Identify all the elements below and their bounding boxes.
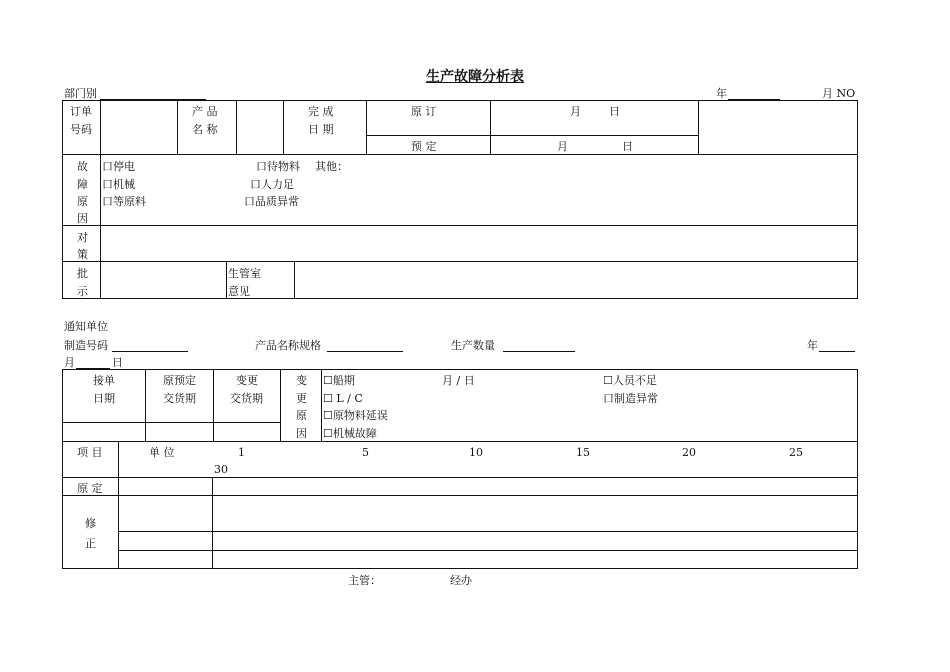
mgmt-opinion-label-2: 意见 — [228, 285, 250, 298]
change-reason-2: 更 — [296, 392, 307, 405]
orig-day: 日 — [609, 105, 620, 118]
approve-label-1: 批 — [77, 267, 88, 280]
t2-col-line — [212, 477, 213, 569]
supervisor-label: 主管： — [348, 574, 381, 587]
revise-label-1: 修 — [85, 517, 96, 530]
notify-unit-label: 通知单位 — [64, 320, 108, 333]
t1-col-line — [698, 100, 699, 154]
year-underline-2 — [819, 351, 855, 352]
t1-col-line — [226, 261, 227, 299]
change-reason-3: 原 — [296, 409, 307, 422]
t2-col-line — [118, 441, 119, 569]
quantity-label: 生产数量 — [451, 339, 495, 352]
reason-lc: ☐ L / C — [323, 392, 363, 405]
cause-manpower: 口人力足 — [250, 178, 294, 191]
scale-5: 5 — [362, 446, 369, 459]
mfg-no-label: 制造号码 — [64, 339, 108, 352]
cause-power: 口停电 — [102, 160, 135, 173]
quantity-underline — [503, 351, 575, 352]
planned-day: 日 — [622, 140, 633, 153]
t1-col-line — [177, 100, 178, 154]
year-label: 年 — [716, 87, 727, 100]
t1-col-line — [283, 100, 284, 154]
t1-col-line — [490, 100, 491, 154]
change-delivery-label: 变更 — [236, 374, 258, 387]
cause-material-wait: 口待物料 — [256, 160, 300, 173]
t2-row-line — [62, 441, 858, 442]
t1-row-line — [62, 261, 858, 262]
t2-row-line — [118, 550, 858, 551]
receive-label: 接单 — [93, 374, 115, 387]
reason-mfg-abnormal: 口制造异常 — [603, 392, 658, 405]
complete-label: 完 成 — [308, 105, 334, 118]
t1-row-line — [62, 154, 858, 155]
measure-label-1: 对 — [77, 231, 88, 244]
mfg-no-underline — [112, 351, 188, 352]
reason-staff: ☐人员不足 — [603, 374, 657, 387]
t2-row-line — [118, 531, 858, 532]
cause-other: 其他： — [315, 160, 348, 173]
mgmt-opinion-label: 生管室 — [228, 267, 261, 280]
day-label-2: 日 — [112, 356, 123, 369]
orig-plan-label: 原 定 — [77, 482, 103, 495]
product-label-2: 名 称 — [192, 123, 218, 136]
t2-col-line — [321, 369, 322, 441]
order-no-label: 订单 — [70, 105, 92, 118]
dept-label: 部门别 — [64, 87, 97, 100]
item-label: 项 目 — [77, 446, 103, 459]
complete-label-2: 日 期 — [308, 123, 334, 136]
planned-month: 月 — [557, 140, 568, 153]
receive-label-2: 日期 — [93, 392, 115, 405]
cause-await-material: 口等原料 — [102, 195, 146, 208]
cause-label-2: 障 — [77, 178, 88, 191]
t1-row-line — [62, 225, 858, 226]
page-title: 生产故障分析表 — [426, 69, 524, 85]
month-label-2: 月 — [64, 356, 75, 369]
product-label: 产 品 — [192, 105, 218, 118]
t1-col-line — [236, 100, 237, 154]
change-reason-4: 因 — [296, 427, 307, 440]
t1-date-split-line — [366, 135, 698, 136]
scale-10: 10 — [469, 446, 483, 459]
scale-25: 25 — [789, 446, 803, 459]
cause-label-1: 故 — [77, 160, 88, 173]
order-no-label-2: 号码 — [70, 123, 92, 136]
reason-md: 月 / 日 — [442, 374, 475, 387]
t2-col-line — [280, 369, 281, 441]
measure-label-2: 策 — [77, 248, 88, 261]
orig-delivery-label: 原预定 — [163, 374, 196, 387]
t2-row-line — [62, 495, 858, 496]
t1-col-line — [294, 261, 295, 299]
t1-col-line — [366, 100, 367, 154]
change-reason-1: 变 — [296, 374, 307, 387]
scale-1: 1 — [238, 446, 245, 459]
fault-table — [62, 100, 858, 299]
month-no-label: 月 NO — [822, 87, 856, 100]
year-label-2: 年 — [807, 339, 818, 352]
unit-label: 单 位 — [149, 446, 175, 459]
t2-col-line — [213, 369, 214, 441]
t2-row-line — [62, 422, 280, 423]
cause-label-3: 原 — [77, 195, 88, 208]
change-delivery-label-2: 交货期 — [230, 392, 263, 405]
reason-ship: ☐船期 — [323, 374, 355, 387]
scale-30: 30 — [214, 463, 228, 476]
cause-quality: 口品质异常 — [244, 195, 299, 208]
t2-row-line — [62, 477, 858, 478]
scale-15: 15 — [576, 446, 590, 459]
orig-order-label: 原 订 — [411, 105, 437, 118]
reason-machine-fail: ☐机械故障 — [323, 427, 377, 440]
reason-material-delay: ☐原物料延误 — [323, 409, 388, 422]
planned-label: 预 定 — [411, 140, 437, 153]
handler-label: 经办 — [450, 574, 472, 587]
product-spec-label: 产品名称规格 — [255, 339, 321, 352]
t1-col-line — [100, 100, 101, 299]
cause-label-4: 因 — [77, 212, 88, 225]
orig-month: 月 — [570, 105, 581, 118]
scale-20: 20 — [682, 446, 696, 459]
approve-label-2: 示 — [77, 285, 88, 298]
product-spec-underline — [327, 351, 403, 352]
revise-label-2: 正 — [85, 537, 96, 550]
t2-col-line — [145, 369, 146, 441]
orig-delivery-label-2: 交货期 — [163, 392, 196, 405]
cause-machine: 口机械 — [102, 178, 135, 191]
